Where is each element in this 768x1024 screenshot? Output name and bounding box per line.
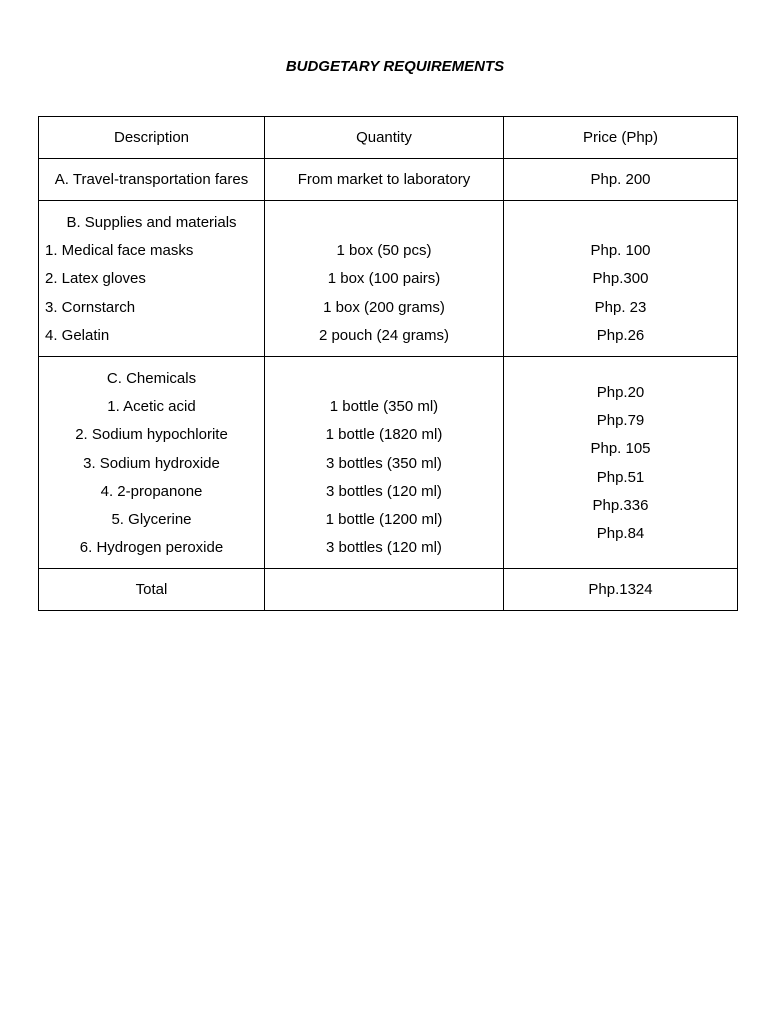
travel-price-cell: Php. 200 — [504, 159, 738, 201]
list-item: 1 bottle (1200 ml) — [325, 510, 443, 528]
list-item: 3 bottles (120 ml) — [326, 482, 442, 500]
table-row-total — [39, 569, 738, 611]
list-item: 1 box (50 pcs) — [336, 242, 432, 260]
total-price-cell: Php.1324 — [504, 569, 738, 611]
column-header-quantity: Quantity — [265, 117, 504, 159]
list-item: 3. Cornstarch — [45, 298, 136, 316]
list-item: Php.51 — [596, 468, 645, 486]
list-item: 6. Hydrogen peroxide — [79, 539, 224, 557]
list-item: 3 bottles (350 ml) — [326, 454, 442, 472]
list-item: 1. Acetic acid — [107, 398, 196, 416]
travel-description-cell: A. Travel-transportation fares — [39, 159, 265, 201]
chemicals-heading: C. Chemicals — [106, 369, 197, 387]
page-title: BUDGETARY REQUIREMENTS — [285, 58, 505, 75]
list-item: Php.79 — [596, 412, 645, 430]
list-item: 1 bottle (350 ml) — [329, 398, 439, 416]
supplies-heading: B. Supplies and materials — [66, 214, 237, 231]
table-header-row — [39, 117, 738, 159]
list-item: 4. 2-propanone — [100, 482, 203, 500]
list-item: 2. Sodium hypochlorite — [75, 426, 228, 444]
list-item: Php. 23 — [594, 298, 647, 316]
supplies-description-cell — [39, 201, 265, 357]
list-item: Php.84 — [596, 524, 645, 542]
supplies-quantity-cell — [265, 201, 504, 357]
table-row-supplies — [39, 201, 738, 357]
list-item: 3 bottles (120 ml) — [326, 539, 442, 557]
list-item: 1 box (100 pairs) — [327, 270, 441, 288]
list-item: Php.20 — [596, 383, 645, 401]
list-item: 1 box (200 grams) — [323, 298, 445, 316]
chemicals-price-cell — [504, 356, 738, 568]
list-item: 1. Medical face masks — [45, 242, 194, 260]
supplies-price-cell — [504, 201, 738, 357]
list-item: Php. 100 — [590, 242, 651, 260]
column-header-description: Description — [39, 117, 265, 159]
list-item: 4. Gelatin — [45, 326, 110, 344]
table-row-travel — [39, 159, 738, 201]
chemicals-quantity-cell — [265, 356, 504, 568]
total-label-cell: Total — [39, 569, 265, 611]
list-item: 2 pouch (24 grams) — [318, 326, 450, 344]
budget-table — [38, 116, 738, 611]
total-quantity-cell — [265, 569, 504, 611]
chemicals-description-cell — [39, 356, 265, 568]
table-row-chemicals — [39, 356, 738, 568]
list-item: Php.300 — [592, 270, 649, 288]
travel-quantity-cell: From market to laboratory — [265, 159, 504, 201]
list-item: 3. Sodium hydroxide — [83, 454, 220, 472]
list-item: 1 bottle (1820 ml) — [325, 426, 443, 444]
column-header-price: Price (Php) — [504, 117, 738, 159]
list-item: 2. Latex gloves — [45, 270, 146, 288]
list-item: Php.336 — [592, 496, 649, 514]
list-item: Php. 105 — [590, 440, 651, 458]
list-item: Php.26 — [596, 326, 645, 344]
list-item: 5. Glycerine — [111, 510, 192, 528]
